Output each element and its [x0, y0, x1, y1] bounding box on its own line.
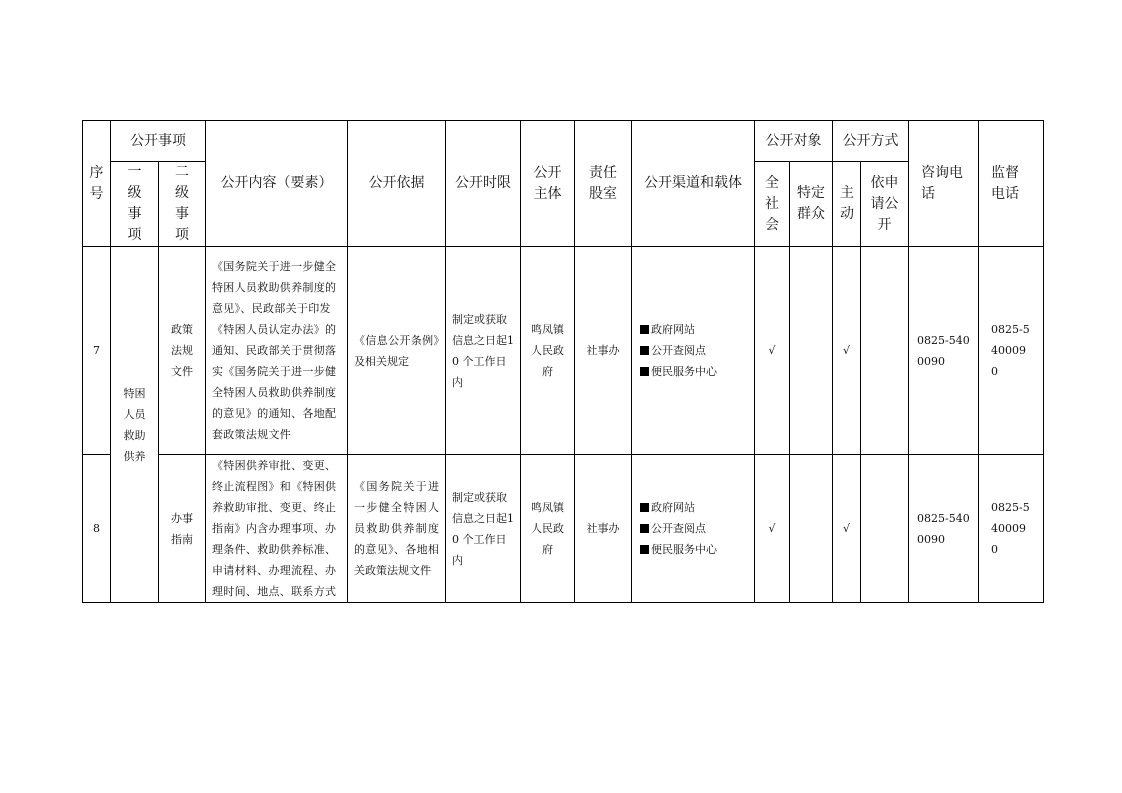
supervise-phone: 0825-5400090: [979, 455, 1044, 603]
channel-item: 便民服务中心: [640, 361, 746, 382]
specific-group-check: [790, 247, 833, 455]
disclosure-content: 《国务院关于进一步健全特困人员救助供养制度的意见》、民政部关于印发《特困人员认定办法》的通知、民政部关于贯彻落实《国务院关于进一步健全特困人员救助供养制度的意见》的通知、各地配套政策法规文件: [206, 247, 348, 455]
consult-phone: 0825-5400090: [909, 455, 979, 603]
square-bullet-icon: [640, 367, 649, 376]
table-row: [83, 247, 1044, 455]
on-request-check: [861, 247, 909, 455]
header-row-1: [83, 121, 1044, 162]
row-seq: 8: [83, 455, 111, 603]
all-society-check: √: [755, 455, 790, 603]
header-subject: 公开主体: [521, 121, 575, 247]
header-audience: 公开对象: [755, 121, 833, 162]
responsible-dept: 社事办: [575, 455, 632, 603]
header-method: 公开方式: [833, 121, 909, 162]
level2-item: 办事指南: [159, 455, 206, 603]
disclosure-subject: 鸣凤镇人民政府: [521, 455, 575, 603]
channel-item: 公开查阅点: [640, 340, 746, 361]
consult-phone: 0825-5400090: [909, 247, 979, 455]
channel-item: 便民服务中心: [640, 539, 746, 560]
square-bullet-icon: [640, 346, 649, 355]
all-society-check: √: [755, 247, 790, 455]
specific-group-check: [790, 455, 833, 603]
disclosure-time-limit: 制定或获取信息之日起10 个工作日内: [446, 455, 521, 603]
on-request-check: [861, 455, 909, 603]
square-bullet-icon: [640, 325, 649, 334]
responsible-dept: 社事办: [575, 247, 632, 455]
supervise-phone: 0825-5400090: [979, 247, 1044, 455]
level2-item: 政策法规文件: [159, 247, 206, 455]
square-bullet-icon: [640, 545, 649, 554]
channel-item: 政府网站: [640, 497, 746, 518]
disclosure-basis: 《信息公开条例》及相关规定: [348, 247, 446, 455]
row-seq: 7: [83, 247, 111, 455]
disclosure-subject: 鸣凤镇人民政府: [521, 247, 575, 455]
square-bullet-icon: [640, 503, 649, 512]
header-level1: 一级事项: [111, 162, 159, 247]
header-content: 公开内容（要素）: [206, 121, 348, 247]
header-seq: 序号: [83, 121, 111, 247]
disclosure-basis: 《国务院关于进一步健全特困人员救助供养制度的意见》、各地相关政策法规文件: [348, 455, 446, 603]
active-check: √: [833, 247, 861, 455]
header-all-society: 全社会: [755, 162, 790, 247]
active-check: √: [833, 455, 861, 603]
header-time-limit: 公开时限: [446, 121, 521, 247]
disclosure-time-limit: 制定或获取信息之日起10 个工作日内: [446, 247, 521, 455]
header-specific-group: 特定群众: [790, 162, 833, 247]
disclosure-channels: [632, 455, 755, 603]
channel-item: 政府网站: [640, 319, 746, 340]
header-dept: 责任股室: [575, 121, 632, 247]
header-level2: 二级事项: [159, 162, 206, 247]
disclosure-channels: [632, 247, 755, 455]
square-bullet-icon: [640, 524, 649, 533]
header-on-request: 依申请公开: [861, 162, 909, 247]
table-row: [83, 455, 1044, 603]
header-public-matter: 公开事项: [111, 121, 206, 162]
header-basis: 公开依据: [348, 121, 446, 247]
header-channel: 公开渠道和载体: [632, 121, 755, 247]
level1-item: 特困人员救助供养: [111, 247, 159, 603]
disclosure-content: 《特困供养审批、变更、终止流程图》和《特困供养救助审批、变更、终止指南》内含办理事项、办理条件、救助供养标准、申请材料、办理流程、办理时间、地点、联系方式: [206, 455, 348, 603]
channel-item: 公开查阅点: [640, 518, 746, 539]
header-supervise-phone: 监督电话: [979, 121, 1044, 247]
header-consult-phone: 咨询电话: [909, 121, 979, 247]
header-active: 主动: [833, 162, 861, 247]
disclosure-table: [82, 120, 1044, 603]
